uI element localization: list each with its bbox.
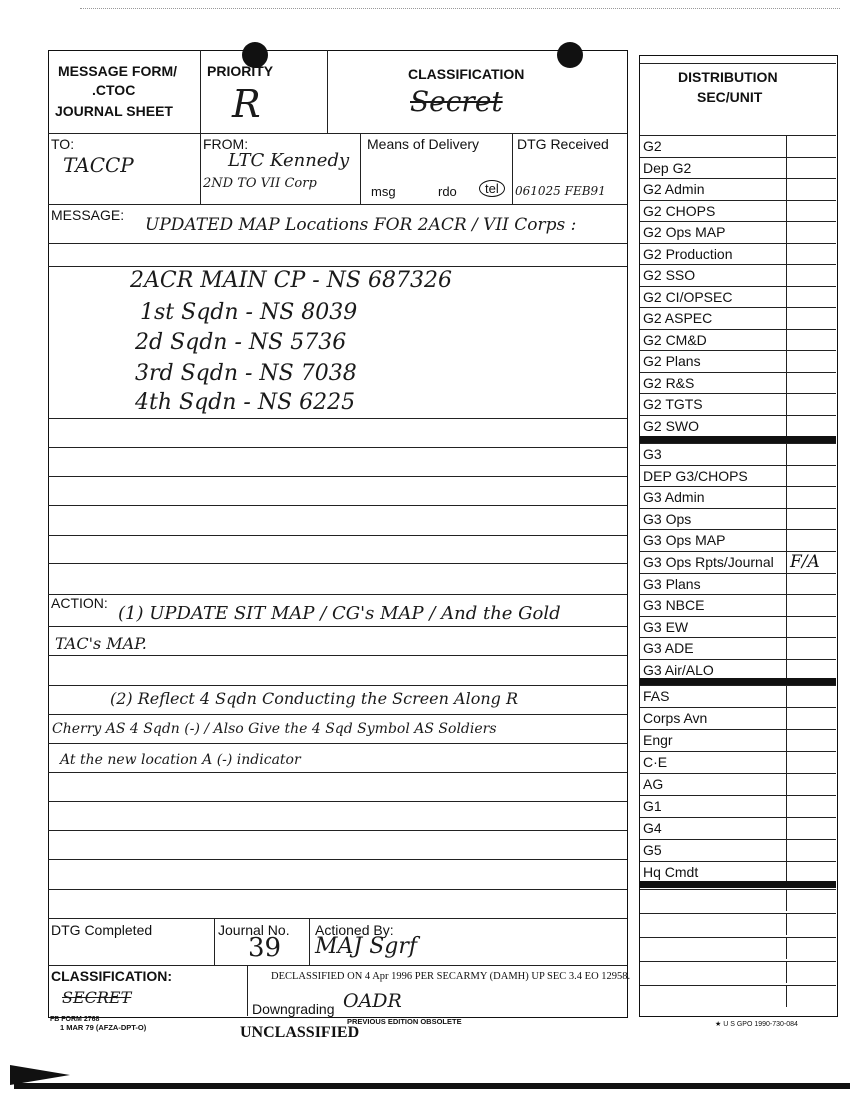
distribution-row — [640, 443, 836, 465]
distribution-row-label: G3 — [643, 446, 662, 462]
distribution-row — [640, 200, 836, 222]
distribution-row-cell — [786, 574, 787, 595]
scan-edge-tip — [10, 1065, 70, 1085]
distribution-row-cell — [786, 222, 787, 243]
distribution-empty-row — [640, 937, 836, 959]
distribution-row-label: G2 CI/OPSEC — [643, 288, 733, 305]
distribution-row-label: G2 CM&D — [643, 331, 707, 348]
message-line-3: 1st Sqdn - NS 8039 — [140, 300, 358, 325]
previous-edition: PREVIOUS EDITION OBSOLETE — [347, 1017, 462, 1026]
distribution-row-cell — [786, 595, 787, 616]
distribution-row-label: G2 Production — [643, 245, 733, 262]
distribution-row — [640, 178, 836, 200]
distribution-row — [640, 594, 836, 616]
distribution-row-label: Engr — [643, 732, 673, 748]
action-line-5: At the new location A (-) indicator — [60, 752, 301, 768]
distribution-row — [640, 286, 836, 308]
distribution-row-label: G2 — [643, 138, 662, 154]
means-rdo: rdo — [438, 184, 457, 199]
distribution-row — [640, 729, 836, 751]
distribution-row-cell — [786, 487, 787, 508]
distribution-row-label: G3 Plans — [643, 575, 701, 592]
distribution-row-cell — [786, 136, 787, 157]
distribution-row — [640, 135, 836, 157]
distribution-row-cell — [786, 818, 787, 839]
distribution-row — [640, 329, 836, 351]
message-label: MESSAGE: — [51, 207, 125, 223]
distribution-row — [640, 372, 836, 394]
declassified-stamp: DECLASSIFIED ON 4 Apr 1996 PER SECARMY (DAMH) UP SEC 3.4 EO 12958. — [271, 971, 631, 982]
distribution-row-label: G3 EW — [643, 618, 689, 635]
distribution-separator — [640, 436, 836, 443]
distribution-row — [640, 350, 836, 372]
form-number-line1: FB FORM 2768 — [50, 1016, 100, 1023]
distribution-row — [640, 685, 836, 707]
distribution-empty-row — [640, 889, 836, 911]
distribution-row-cell — [786, 752, 787, 773]
distribution-row-label: G2 TGTS — [643, 396, 703, 412]
message-line-2: 2ACR MAIN CP - NS 687326 — [130, 268, 452, 293]
distribution-row-cell — [786, 394, 787, 415]
distribution-row — [640, 307, 836, 329]
dtg-received-value: 061025 FEB91 — [515, 184, 606, 198]
distribution-row-label: G3 NBCE — [643, 597, 705, 614]
distribution-row-cell — [786, 938, 787, 959]
distribution-row — [640, 795, 836, 817]
distribution-row-cell — [786, 914, 787, 935]
downgrading-label: Downgrading — [252, 1001, 335, 1017]
distribution-row-label: DEP G3/CHOPS — [643, 467, 748, 484]
distribution-row-label: G2 CHOPS — [643, 202, 716, 219]
journal-no-label: Journal No. — [218, 922, 290, 938]
distribution-row-cell — [786, 617, 787, 638]
distribution-row-label: C·E — [643, 754, 668, 770]
downgrading-value: OADR — [343, 990, 402, 1012]
action-line-1: (1) UPDATE SIT MAP / CG's MAP / And the Gold — [118, 603, 561, 624]
distribution-row — [640, 415, 836, 437]
priority-value: R — [232, 82, 261, 126]
distribution-title-line2: SEC/UNIT — [697, 89, 763, 105]
dtg-received-label: DTG Received — [517, 136, 609, 152]
distribution-row — [640, 817, 836, 839]
distribution-row-label: FAS — [643, 688, 670, 704]
distribution-empty-row — [640, 985, 836, 1007]
distribution-row-cell — [786, 730, 787, 751]
scan-noise — [80, 8, 840, 11]
journal-no-value: 39 — [248, 933, 282, 963]
distribution-empty-row — [640, 961, 836, 983]
distribution-row — [640, 508, 836, 530]
distribution-row-label: G4 — [643, 820, 662, 836]
classification-bottom-value: SECRET — [62, 988, 132, 1007]
distribution-separator — [640, 678, 836, 685]
action-label: ACTION: — [51, 595, 108, 611]
distribution-row-label: G2 ASPEC — [643, 310, 713, 326]
distribution-empty-row — [640, 913, 836, 935]
message-line-6: 4th Sqdn - NS 6225 — [135, 390, 356, 415]
distribution-row-cell — [786, 774, 787, 795]
distribution-row-label: G3 Ops Rpts/Journal — [643, 554, 774, 570]
distribution-row-cell — [786, 962, 787, 983]
distribution-row-cell — [786, 351, 787, 372]
distribution-row-label: G2 SWO — [643, 417, 700, 434]
distribution-row-cell — [786, 373, 787, 394]
distribution-row-label: G3 ADE — [643, 640, 694, 657]
distribution-row — [640, 839, 836, 861]
distribution-row-label: Dep G2 — [643, 159, 692, 176]
distribution-row-cell — [786, 244, 787, 265]
means-of-delivery-label: Means of Delivery — [367, 136, 480, 152]
distribution-row-cell — [786, 416, 787, 437]
distribution-row — [640, 486, 836, 508]
means-msg: msg — [371, 184, 396, 199]
gpo-footer: ★ U S GPO 1990-730-084 — [715, 1021, 798, 1028]
classification-label: CLASSIFICATION — [408, 66, 525, 82]
means-tel: tel — [479, 180, 505, 197]
scan-edge — [14, 1083, 850, 1089]
distribution-row — [640, 157, 836, 179]
action-line-2: TAC's MAP. — [55, 634, 147, 653]
distribution-row-label: G3 Ops — [643, 510, 692, 527]
form-title-line3: JOURNAL SHEET — [55, 103, 173, 119]
distribution-row — [640, 465, 836, 487]
distribution-row — [640, 221, 836, 243]
distribution-row-cell — [786, 530, 787, 551]
distribution-row — [640, 773, 836, 795]
distribution-separator — [640, 881, 836, 888]
distribution-row-label: G2 Admin — [643, 181, 705, 197]
distribution-row-cell — [786, 158, 787, 179]
distribution-row-label: G2 SSO — [643, 267, 696, 283]
priority-label: PRIORITY — [207, 63, 274, 79]
distribution-row-label: G2 Ops MAP — [643, 224, 726, 240]
unclassified-stamp: UNCLASSIFIED — [240, 1024, 360, 1041]
distribution-row-cell — [786, 509, 787, 530]
distribution-row-cell — [786, 686, 787, 707]
action-line-3: (2) Reflect 4 Sqdn Conducting the Screen Along R — [110, 689, 519, 708]
distribution-row-label: G3 Air/ALO — [643, 662, 714, 678]
distribution-row-cell — [786, 444, 787, 465]
from-line2: 2ND TO VII Corp — [203, 176, 317, 191]
distribution-row — [640, 393, 836, 415]
form-title-line1: MESSAGE FORM/ — [58, 63, 178, 79]
to-label: TO: — [51, 136, 75, 152]
distribution-row — [640, 573, 836, 595]
distribution-row-cell — [786, 179, 787, 200]
distribution-row — [640, 243, 836, 265]
distribution-row — [640, 637, 836, 659]
distribution-row-cell — [786, 201, 787, 222]
distribution-row-cell — [786, 840, 787, 861]
distribution-row-label: G5 — [643, 842, 662, 858]
distribution-row-label: AG — [643, 776, 664, 792]
distribution-row-cell — [786, 265, 787, 286]
form-title-line2: .CTOC — [92, 82, 136, 98]
distribution-row-mark: F/A — [790, 552, 820, 572]
distribution-row — [640, 861, 836, 883]
distribution-row-label: Corps Avn — [643, 710, 708, 726]
distribution-row — [640, 751, 836, 773]
distribution-row — [640, 707, 836, 729]
classification-bottom-label: CLASSIFICATION: — [51, 968, 173, 984]
distribution-row-label: Hq Cmdt — [643, 864, 699, 880]
distribution-row-cell — [786, 796, 787, 817]
distribution-row-cell — [786, 890, 787, 911]
to-value: TACCP — [63, 153, 134, 177]
distribution-row-cell — [786, 708, 787, 729]
actioned-by-value: MAJ Sgrf — [315, 934, 418, 959]
message-line-5: 3rd Sqdn - NS 7038 — [135, 361, 357, 386]
distribution-row-cell — [786, 330, 787, 351]
distribution-row-label: G3 Admin — [643, 489, 705, 506]
distribution-row — [640, 264, 836, 286]
form-number-line2: 1 MAR 79 (AFZA-DPT-O) — [60, 1023, 147, 1032]
distribution-row-label: G3 Ops MAP — [643, 532, 726, 549]
distribution-row-label: G1 — [643, 798, 662, 814]
actioned-by-label: Actioned By: — [315, 922, 394, 938]
distribution-row-cell — [786, 287, 787, 308]
dtg-completed-label: DTG Completed — [51, 922, 153, 938]
from-line1: LTC Kennedy — [228, 150, 350, 171]
distribution-row-label: G2 Plans — [643, 353, 701, 369]
distribution-row — [640, 529, 836, 551]
classification-value: Secret — [410, 85, 503, 118]
from-label: FROM: — [203, 136, 249, 152]
distribution-row — [640, 616, 836, 638]
distribution-row-cell — [786, 862, 787, 883]
action-line-4: Cherry AS 4 Sqdn (-) / Also Give the 4 Sqd Symbol AS Soldiers — [52, 721, 497, 737]
message-line-4: 2d Sqdn - NS 5736 — [135, 330, 347, 355]
distribution-row — [640, 551, 836, 573]
distribution-title-line1: DISTRIBUTION — [678, 69, 778, 85]
distribution-row-cell — [786, 308, 787, 329]
message-line-1: UPDATED MAP Locations FOR 2ACR / VII Corps : — [145, 215, 577, 235]
distribution-row-label: G2 R&S — [643, 374, 695, 391]
distribution-row-cell — [786, 466, 787, 487]
distribution-row-cell — [786, 552, 787, 573]
distribution-row-cell — [786, 638, 787, 659]
distribution-row-cell — [786, 986, 787, 1007]
